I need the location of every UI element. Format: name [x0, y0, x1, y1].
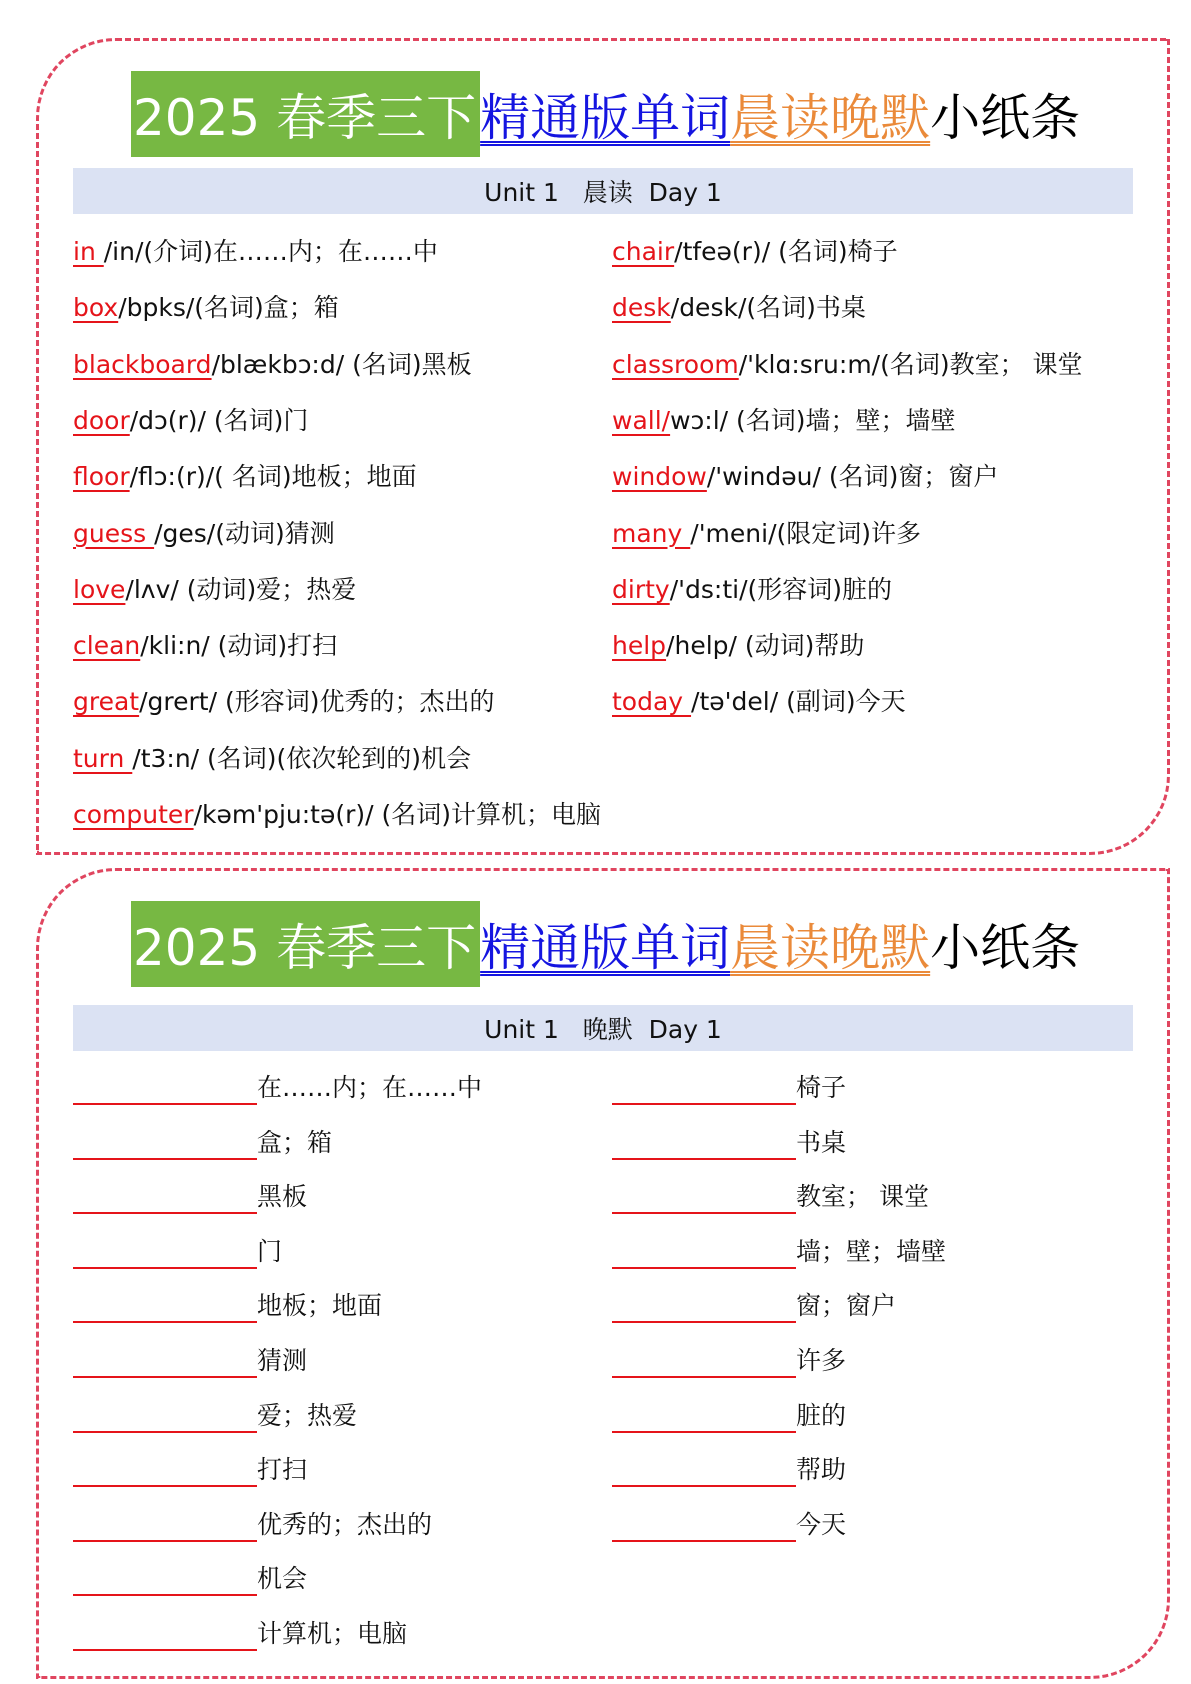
vocab-word: guess [73, 518, 155, 548]
vocab-definition: /bpks/(名词)盒；箱 [118, 293, 339, 323]
answer-blank[interactable] [612, 1510, 796, 1542]
dictation-entry [73, 1071, 482, 1105]
vocab-definition: /in/(介词)在……内；在……中 [103, 237, 438, 266]
vocab-entry [73, 517, 335, 551]
vocab-entry [73, 573, 356, 607]
vocab-entry [612, 348, 1083, 382]
vocab-word: turn [73, 743, 133, 773]
dictation-entry [612, 1344, 846, 1378]
dictation-meaning: 门 [257, 1236, 283, 1266]
vocab-word: in [73, 237, 104, 266]
vocab-entry [73, 629, 337, 663]
vocab-word: help [612, 631, 667, 661]
answer-blank[interactable] [73, 1073, 257, 1105]
dictation-meaning: 椅子 [796, 1073, 847, 1102]
title-black: 小纸条 [930, 89, 1081, 147]
answer-blank[interactable] [612, 1291, 796, 1323]
answer-blank[interactable] [73, 1128, 257, 1160]
answer-blank[interactable] [73, 1182, 257, 1214]
title-blue: 精通版单词 [480, 919, 731, 977]
unit-header: Unit 1 晚默 Day 1 [73, 1005, 1133, 1051]
vocab-entry [612, 235, 898, 269]
dictation-entry [73, 1453, 307, 1487]
vocab-entry [73, 291, 339, 325]
vocab-definition: /flɔ:(r)/( 名词)地板；地面 [129, 462, 417, 492]
answer-blank[interactable] [612, 1182, 796, 1214]
dictation-meaning: 帮助 [796, 1455, 847, 1485]
unit-header: Unit 1 晨读 Day 1 [73, 168, 1133, 214]
vocab-entry [612, 517, 921, 551]
vocab-word: floor [73, 462, 130, 492]
dictation-entry [73, 1562, 307, 1596]
dictation-entry [612, 1235, 946, 1269]
dictation-entry [73, 1180, 307, 1214]
vocab-entry [612, 460, 998, 494]
vocab-word: wall/ [612, 405, 671, 435]
answer-blank[interactable] [73, 1291, 257, 1323]
dictation-entry [73, 1289, 382, 1323]
dictation-meaning: 计算机；电脑 [257, 1619, 408, 1648]
vocab-word: today [612, 687, 692, 717]
vocab-word: window [612, 462, 707, 492]
dictation-entry [612, 1071, 846, 1105]
title-blue: 精通版单词 [480, 89, 731, 147]
dictation-meaning: 今天 [796, 1509, 847, 1539]
vocab-word: love [73, 574, 126, 604]
vocab-word: computer [73, 800, 194, 829]
dictation-entry [73, 1617, 407, 1651]
page-title [131, 901, 1080, 987]
title-orange: 晨读晚默 [730, 89, 931, 147]
vocab-entry [73, 798, 601, 832]
dictation-meaning: 脏的 [796, 1400, 847, 1430]
vocab-word: dirty [612, 574, 670, 604]
vocab-definition: /'windəu/ (名词)窗；窗户 [706, 462, 999, 492]
vocab-entry [612, 629, 864, 663]
answer-blank[interactable] [73, 1401, 257, 1433]
vocab-definition: /t3:n/ (名词)(依次轮到的)机会 [132, 743, 472, 773]
title-green: 2025 春季三下 [131, 71, 480, 157]
answer-blank[interactable] [612, 1237, 796, 1269]
title-black: 小纸条 [930, 919, 1081, 977]
vocab-definition: /grert/ (形容词)优秀的；杰出的 [139, 687, 495, 717]
answer-blank[interactable] [73, 1510, 257, 1542]
title-green: 2025 春季三下 [131, 901, 480, 987]
vocab-entry [612, 685, 906, 719]
dictation-meaning: 打扫 [257, 1455, 308, 1485]
vocab-entry [73, 460, 417, 494]
dictation-entry [73, 1235, 282, 1269]
vocab-word: clean [73, 631, 141, 661]
dictation-entry [73, 1126, 332, 1160]
answer-blank[interactable] [612, 1401, 796, 1433]
vocab-definition: /lʌv/ (动词)爱；热爱 [125, 574, 357, 604]
dictation-entry [612, 1508, 846, 1542]
vocab-entry [73, 235, 438, 269]
vocab-definition: /'meni/(限定词)许多 [690, 518, 922, 548]
vocab-definition: wɔ:l/ (名词)墙；壁；墙壁 [670, 405, 956, 435]
vocab-word: great [73, 687, 140, 717]
dictation-entry [612, 1453, 846, 1487]
answer-blank[interactable] [612, 1455, 796, 1487]
dictation-meaning: 猜测 [257, 1346, 308, 1375]
vocab-word: many [612, 518, 691, 548]
dictation-meaning: 爱；热爱 [257, 1400, 358, 1430]
answer-blank[interactable] [73, 1237, 257, 1269]
evening-card [36, 868, 1170, 1679]
vocab-word: blackboard [73, 349, 212, 379]
dictation-entry [612, 1289, 896, 1323]
dictation-meaning: 黑板 [257, 1182, 308, 1212]
morning-card [36, 38, 1170, 855]
dictation-meaning: 优秀的；杰出的 [257, 1509, 433, 1539]
dictation-entry [612, 1399, 846, 1433]
dictation-entry [73, 1508, 432, 1542]
vocab-definition: /dɔ(r)/ (名词)门 [129, 405, 309, 435]
dictation-meaning: 墙；壁；墙壁 [796, 1236, 947, 1266]
vocab-definition: /kli:n/ (动词)打扫 [140, 631, 338, 661]
vocab-entry [612, 573, 892, 607]
answer-blank[interactable] [73, 1346, 257, 1378]
answer-blank[interactable] [73, 1455, 257, 1487]
vocab-entry [612, 404, 956, 438]
vocab-definition: /'klɑ:sru:m/(名词)教室； 课堂 [738, 349, 1083, 379]
vocab-word: box [73, 293, 119, 323]
vocab-word: classroom [612, 349, 739, 379]
vocab-word: desk [612, 293, 671, 323]
vocab-entry [612, 291, 866, 325]
vocab-definition: /ges/(动词)猜测 [154, 518, 335, 548]
dictation-meaning: 盒；箱 [257, 1127, 333, 1157]
vocab-definition: /desk/(名词)书桌 [670, 293, 866, 323]
answer-blank[interactable] [73, 1564, 257, 1596]
vocab-definition: /blækbɔ:d/ (名词)黑板 [211, 349, 472, 379]
vocab-word: chair [612, 237, 675, 266]
dictation-meaning: 机会 [257, 1564, 308, 1594]
answer-blank[interactable] [612, 1128, 796, 1160]
dictation-meaning: 书桌 [796, 1127, 847, 1157]
dictation-meaning: 地板；地面 [257, 1291, 383, 1321]
dictation-meaning: 教室； 课堂 [796, 1182, 929, 1212]
vocab-definition: /tə'del/ (副词)今天 [691, 687, 906, 717]
vocab-entry [73, 348, 472, 382]
dictation-entry [612, 1180, 929, 1214]
dictation-entry [612, 1126, 846, 1160]
dictation-meaning: 窗；窗户 [796, 1291, 897, 1321]
vocab-entry [73, 404, 308, 438]
dictation-meaning: 许多 [796, 1346, 847, 1375]
title-orange: 晨读晚默 [730, 919, 931, 977]
vocab-entry [73, 685, 494, 719]
vocab-entry [73, 742, 471, 776]
dictation-entry [73, 1399, 357, 1433]
answer-blank[interactable] [612, 1073, 796, 1105]
page-title [131, 71, 1080, 157]
dictation-entry [73, 1344, 307, 1378]
dictation-meaning: 在……内；在……中 [257, 1073, 483, 1102]
answer-blank[interactable] [612, 1346, 796, 1378]
vocab-definition: /help/ (动词)帮助 [666, 631, 865, 661]
answer-blank[interactable] [73, 1619, 257, 1651]
vocab-definition: /tfeə(r)/ (名词)椅子 [674, 237, 898, 266]
vocab-definition: /kəm'pju:tə(r)/ (名词)计算机；电脑 [193, 800, 602, 829]
vocab-word: door [73, 405, 130, 435]
vocab-definition: /'ds:ti/(形容词)脏的 [669, 574, 892, 604]
